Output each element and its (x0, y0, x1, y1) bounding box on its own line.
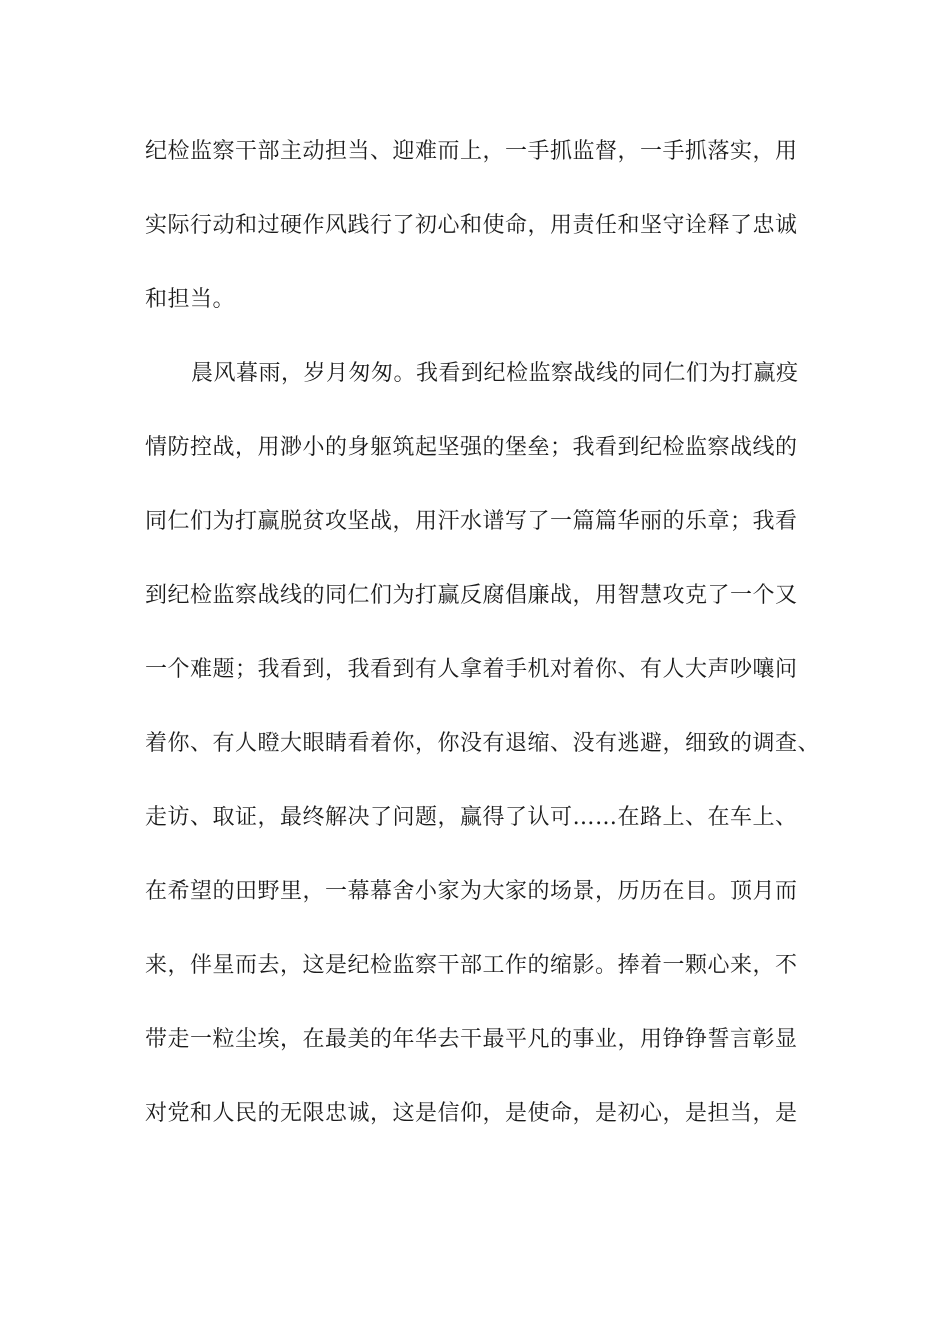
paragraph-2 (145, 350, 821, 1164)
text-line: 来，伴星而去，这是纪检监察干部工作的缩影。捧着一颗心来，不 (145, 953, 798, 978)
text-line: 在希望的田野里，一幕幕舍小家为大家的场景，历历在目。顶月而 (145, 879, 798, 904)
text-line: 到纪检监察战线的同仁们为打赢反腐倡廉战，用智慧攻克了一个又 (145, 583, 798, 608)
document-body (145, 128, 821, 1164)
paragraph-1 (145, 128, 815, 350)
text-line: 带走一粒尘埃，在最美的年华去干最平凡的事业，用铮铮誓言彰显 (145, 1027, 798, 1052)
text-line: 晨风暮雨，岁月匆匆。我看到纪检监察战线的同仁们为打赢疫 (191, 361, 799, 386)
text-line: 着你、有人瞪大眼睛看着你，你没有退缩、没有逃避，细致的调查、 (145, 731, 821, 756)
text-line: 纪检监察干部主动担当、迎难而上，一手抓监督，一手抓落实，用 (145, 139, 798, 164)
text-line: 和担当。 (145, 287, 236, 312)
text-line: 一个难题；我看到，我看到有人拿着手机对着你、有人大声吵嚷问 (145, 657, 798, 682)
text-line: 对党和人民的无限忠诚，这是信仰，是使命，是初心，是担当，是 (145, 1101, 798, 1126)
text-line: 同仁们为打赢脱贫攻坚战，用汗水谱写了一篇篇华丽的乐章；我看 (145, 509, 798, 534)
text-line: 情防控战，用渺小的身躯筑起坚强的堡垒；我看到纪检监察战线的 (145, 435, 798, 460)
text-line: 实际行动和过硬作风践行了初心和使命，用责任和坚守诠释了忠诚 (145, 213, 798, 238)
text-line: 走访、取证，最终解决了问题，赢得了认可……在路上、在车上、 (145, 805, 798, 830)
